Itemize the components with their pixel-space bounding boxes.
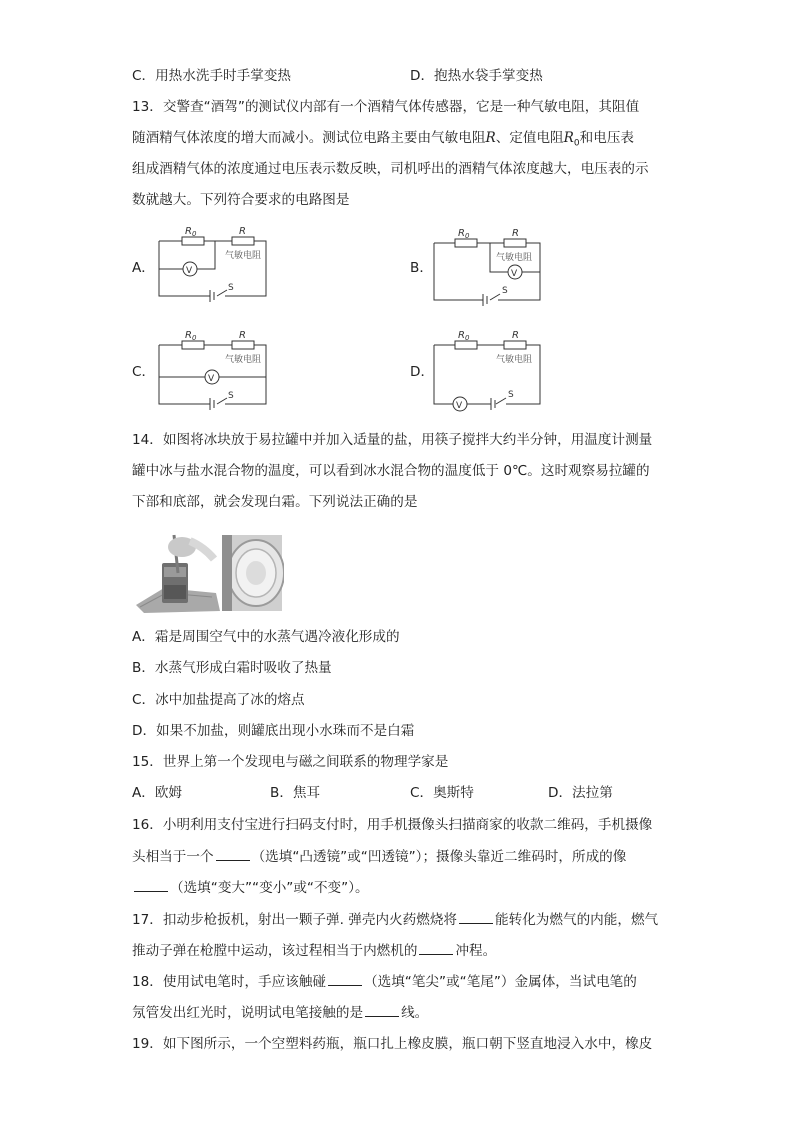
- q17-line-2-a: 推动子弹在枪膛中运动，该过程相当于内燃机的: [132, 943, 418, 959]
- q15-option-d: D．法拉第: [548, 785, 613, 801]
- circuit-d-sensor-label: 气敏电阻: [496, 355, 533, 365]
- circuit-a-r-label: R: [239, 226, 246, 237]
- circuit-c-r-label: R: [239, 330, 246, 341]
- q14-option-a: A．霜是周围空气中的水蒸气遇冷液化形成的: [132, 629, 400, 645]
- q13-sym-r: R: [485, 130, 496, 146]
- circuit-b-switch-label: S: [502, 286, 508, 296]
- q16-line-2-a: 头相当于一个: [132, 849, 214, 865]
- circuit-b-r0-label: $R_0$: [458, 228, 470, 240]
- q18-line-1: [132, 971, 637, 992]
- q12-option-c: C．用热水洗手时手掌变热: [132, 68, 292, 84]
- q17-line-1-b: 能转化为燃气的内能，燃气: [495, 912, 659, 928]
- q14-option-d: D．如果不加盐，则罐底出现小水珠而不是白霜: [132, 723, 415, 739]
- circuit-b-r-label: R: [512, 228, 519, 239]
- q15-option-a: A．欧姆: [132, 785, 183, 801]
- q13-line-1: 13．交警查“酒驾”的测试仪内部有一个酒精气体传感器，它是一种气敏电阻，其阻值: [132, 99, 640, 115]
- circuit-a-switch-label: S: [228, 283, 234, 293]
- q13-line-2-a: 随酒精气体浓度的增大而减小。测试位电路主要由气敏电阻: [132, 130, 486, 146]
- q14-option-c: C．冰中加盐提高了冰的熔点: [132, 692, 305, 708]
- q17-line-2-b: 冲程。: [455, 943, 497, 959]
- q16-line-2: [132, 846, 626, 867]
- q14-line-3: 下部和底部，就会发现白霜。下列说法正确的是: [132, 494, 418, 510]
- q19-line-1: 19．如下图所示，一个空塑料药瓶，瓶口扎上橡皮膜，瓶口朝下竖直地浸入水中，橡皮: [132, 1036, 653, 1052]
- circuit-a-voltmeter-label: V: [186, 266, 193, 276]
- q13-option-d-label: D．: [410, 364, 435, 380]
- circuit-c-switch-label: S: [228, 391, 234, 401]
- q15-option-c: C．奥斯特: [410, 785, 474, 801]
- circuit-c-sensor-label: 气敏电阻: [225, 355, 262, 365]
- q16-line-3-text: （选填“变大”“变小”或“不变”）。: [170, 880, 369, 896]
- q14-option-b: B．水蒸气形成白霜时吸收了热量: [132, 660, 332, 676]
- q13-option-c-label: C．: [132, 364, 156, 380]
- q13-line-2-c: 和电压表: [579, 130, 635, 146]
- circuit-c-r0-label: $R_0$: [185, 330, 197, 342]
- q16-line-2-b: （选填“凸透镜”或“凹透镜”）；摄像头靠近二维码时，所成的像: [251, 849, 627, 865]
- circuit-b-voltmeter-label: V: [511, 269, 518, 279]
- q17-blank-1[interactable]: [459, 909, 493, 924]
- q18-line-1-a: 18．使用试电笔时，手应该触碰: [132, 974, 327, 990]
- circuit-a: [155, 224, 273, 304]
- q13-line-3: 组成酒精气体的浓度通过电压表示数反映，司机呼出的酒精气体浓度越大，电压表的示: [132, 161, 649, 177]
- q13-line-4: 数就越大。下列符合要求的电路图是: [132, 192, 350, 208]
- q13-option-b-label: B．: [410, 260, 433, 276]
- q17-blank-2[interactable]: [419, 940, 453, 955]
- circuit-d: [430, 328, 548, 412]
- q13-sym-r0-sub: 0: [573, 138, 580, 149]
- q18-line-2: [132, 1002, 428, 1023]
- q16-blank-1[interactable]: [216, 846, 250, 861]
- q17-line-1-a: 17．扣动步枪扳机，射出一颗子弹. 弹壳内火药燃烧将: [132, 912, 458, 928]
- circuit-c: [155, 328, 273, 410]
- q17-line-2: [132, 940, 496, 961]
- q16-line-3: [132, 877, 369, 898]
- q15-stem: 15．世界上第一个发现电与磁之间联系的物理学家是: [132, 754, 449, 770]
- q13-line-2: [132, 128, 634, 154]
- circuit-b-sensor-label: 气敏电阻: [496, 253, 533, 263]
- q13-sym-r0: R: [563, 130, 574, 146]
- circuit-a-r0-label: $R_0$: [185, 226, 197, 238]
- q16-line-1: 16．小明利用支付宝进行扫码支付时，用手机摄像头扫描商家的收款二维码，手机摄像: [132, 817, 653, 833]
- circuit-c-voltmeter-label: V: [208, 374, 215, 384]
- circuit-a-sensor-label: 气敏电阻: [225, 251, 262, 261]
- q18-blank-2[interactable]: [365, 1002, 399, 1017]
- q13-line-2-b: 、定值电阻: [495, 130, 564, 146]
- q18-line-2-b: 线。: [401, 1005, 429, 1021]
- q13-option-a-label: A．: [132, 260, 155, 276]
- circuit-d-r-label: R: [512, 330, 519, 341]
- circuit-b: [430, 226, 548, 306]
- q14-line-1: 14．如图将冰块放于易拉罐中并加入适量的盐，用筷子搅拌大约半分钟，用温度计测量: [132, 432, 653, 448]
- q16-blank-2[interactable]: [134, 877, 168, 892]
- q18-line-2-a: 氖管发出红光时，说明试电笔接触的是: [132, 1005, 364, 1021]
- circuit-d-r0-label: $R_0$: [458, 330, 470, 342]
- q15-option-b: B．焦耳: [270, 785, 321, 801]
- circuit-d-voltmeter-label: V: [456, 401, 463, 411]
- q18-blank-1[interactable]: [328, 971, 362, 986]
- q17-line-1: [132, 909, 658, 930]
- q12-option-d: D．抱热水袋手掌变热: [410, 68, 543, 84]
- q18-line-1-b: （选填“笔尖”或“笔尾”）金属体，当试电笔的: [364, 974, 637, 990]
- q14-line-2: 罐中冰与盐水混合物的温度，可以看到冰水混合物的温度低于 0℃。这时观察易拉罐的: [132, 463, 650, 479]
- circuit-d-switch-label: S: [508, 390, 514, 400]
- ice-can-photo: [134, 533, 284, 613]
